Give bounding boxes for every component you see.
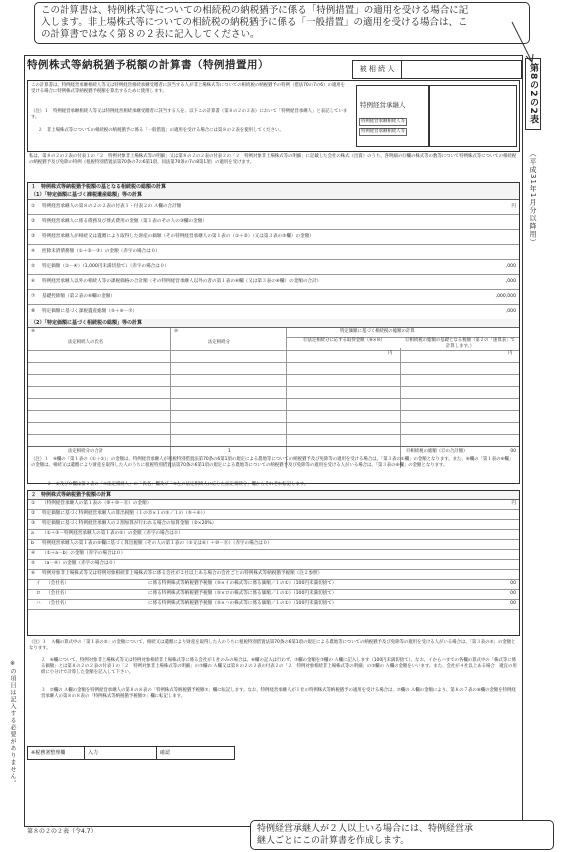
- section1b-note-1: （注）１ ⑨欄の「第１表の（①＋②）」の金額は、特例経営承継人が租税特別措置法第70条の6第1項の規定による農地等についての納税猶予及び免除等の適用を受ける場合は、「第３表の①欄」の金額となります。また、⑥欄の「第１表の⑥欄」の金額は、相続又は遺贈により財産を取得した人のうちに租税特別措置法第70条の6第1項の規定による農地等についての納税猶予及び免除等の適用を受ける人がいる場合は、「第３表の⑥欄」の金額となります。: [31, 457, 514, 468]
- section1b-title: （2）「特定価額に基づく相続税の総額」等の計算: [28, 319, 519, 328]
- top-note-line2: 入します。非上場株式等についての相続税の納税猶予に係る「一般措置」の適用を受ける場合は、こ: [41, 17, 468, 28]
- col9-marker: ⑨: [31, 329, 35, 334]
- company-text: に係る特例株式等納税猶予税額（⑤×ロの株式等に係る価額／１の①）（100円未満切捨て）: [148, 591, 337, 596]
- row-text: （a－④）の金額（赤字の場合は０）: [42, 561, 118, 566]
- section1a-row: [28, 229, 519, 245]
- intro-note-1: （注）１ 特例経営承継相続人等又は特例経営相続承継受贈者に該当する人を、以下この計算書（第８の２の２表）において「特例経営承継人」と表記しています。: [31, 109, 348, 120]
- decedent-box: [352, 60, 522, 79]
- share-total-value: 1: [228, 449, 231, 454]
- final-row-value[interactable]: [510, 609, 516, 610]
- row-text: 特例経営承継人の第８の２の２表の付表１・付表２の Ａ欄の合計額: [42, 204, 182, 209]
- tax-total-label: ⑬相続税の総額（⑫の合計額）: [406, 449, 468, 454]
- heir-rows: [28, 350, 519, 446]
- row-value[interactable]: ,000: [505, 279, 516, 284]
- decedent-name-field[interactable]: [402, 61, 521, 78]
- input-label: 入力: [84, 747, 98, 759]
- bottom-instruction-note: [250, 820, 554, 850]
- row-text: 特定価額に基づく特例経営承継人の２割加算が行われる場合の加算金額（②×20%）: [42, 521, 217, 526]
- section1a-row: [28, 244, 519, 260]
- heir-sub-label-2: 特例経営承継相続人等: [361, 129, 405, 134]
- top-note-line1: この計算書は、特例株式等についての相続税の納税猶予に係る「特例措置」の適用を受ける場合に記: [41, 5, 469, 16]
- section1a-row: [28, 304, 519, 320]
- heir-box: [356, 85, 430, 147]
- row-text: 特定価額に基づく特例経営承継人の算出税額（１の⑬×１の⑤／１の（⑤＋⑥））: [42, 511, 208, 516]
- row-num: ①: [31, 501, 36, 506]
- row-text: 特例経営承継人に係る債務及び葬式費用の金額（第１表のその人の③欄の金額）: [42, 219, 207, 224]
- row-num: b: [31, 541, 34, 546]
- heir-label: 特例経営承継人: [360, 101, 406, 109]
- share-total-label: 法定相続分の合計: [68, 449, 104, 454]
- form-title: 特例株式等納税猶予税額の計算書（特例措置用）: [27, 59, 269, 71]
- final-tax-row: [28, 609, 519, 610]
- section2-note-2: ２ ⑥欄について、特例対象非上場株式等又は特例対象相続非上場株式等に係る会社が１社のみの場合は、⑥欄の記入は行わず、⑦欄の金額を⑦欄の Ａ欄に記入します（100円未満切捨て）。なお、イからハまでの各欄の算式中の「株式等に係る価額」とは第８の２の２表の付表１の「２ 特例対象非上場株式等の明細」の⑦欄の Ａ欄又は第８の２の２表の付表２の「２ 特例対象相続非上場株式等の明細」の⑦欄の Ａ欄の金額をいいます。また、会社が４社以上ある場合 適宜の用紙に小分けで計算した金額を記入して下さい。: [41, 658, 517, 675]
- row-text: 特例経営承継人が相続又は遺贈により取得した財産の価額（その特例経営承継人の第１表の（①＋②）（又は第３表の⑤欄）の金額）: [42, 234, 314, 239]
- row-value[interactable]: 円: [511, 501, 516, 506]
- section2-companies: [28, 579, 519, 609]
- col-heir-name-header: 法定相続人の氏名: [68, 340, 104, 345]
- section2-title: ２ 特例株式等納税猶予税額の計算: [28, 491, 519, 500]
- company-text: に係る特例株式等納税猶予税額（⑤×イの株式等に係る価額／１の①）（100円未満切捨て）: [148, 581, 337, 586]
- row-value[interactable]: ,000: [505, 264, 516, 269]
- side-form-period: （平成31年1月分以降用）: [529, 150, 537, 247]
- unit-b: 円: [508, 351, 513, 356]
- row-text: 特例経営承継人の第１表の⑤欄に基づく算出税額（その人の第１表の（⑤又は⑥）＋⑩－⑪）（赤字の場合は０）: [42, 541, 273, 546]
- section1a-row: [28, 199, 519, 215]
- section1a-rows: [28, 199, 519, 319]
- row-num: ②: [31, 219, 36, 224]
- row-text: 控除未済債務額（①＋②－③）の金額（赤字の場合は０）: [42, 249, 161, 254]
- intro-paragraph: この計算書は、特例経営承継相続人等又は特例経営相続承継受贈者に該当する人が非上場株式等についての相続税の納税猶予の特例（措法70の7の6）の適用を受ける場合に特例株式等納税猶予税額を算出するために使用します。: [31, 83, 346, 94]
- section1a-row: [28, 289, 519, 305]
- final-row-note: [328, 609, 356, 610]
- col-tax-group-header: 特定価額に基づく相続税の総額の計算: [340, 329, 415, 334]
- col-tax-a-header: ⑪法定相続分に応ずる取得金額（⑧×⑩）: [303, 338, 385, 343]
- statement-text: 私は、第８の２の２表の付表１の「２ 特例対象非上場株式等の明細」又は第８の２の２表の付表２の「２ 特例対象非上場株式等の明細」に記載した会社の株式（出資）のうち、各明細の⑪欄の株式等の数等について特例株式等についての相続税の納税猶予及び免除の特例（租税特別措置法第70条の7の6第1項、同法第70条の7の8第1項）の適用を受けます。: [29, 154, 517, 165]
- row-num: ①: [31, 204, 36, 209]
- row-value[interactable]: ,000: [505, 309, 516, 314]
- company-text: に係る特例株式等納税猶予税額（⑤×ハの株式等に係る価額／１の①）（100円未満切捨て）: [148, 601, 337, 606]
- row-num: ④: [31, 551, 36, 556]
- unit-a: 円: [388, 351, 393, 356]
- side-form-number: 第8の2の2表: [525, 58, 541, 130]
- tax-total-value: 00: [510, 449, 516, 454]
- row-text: （特例経営承継人の第１表の（⑨＋⑩－⑪）の金額）: [42, 501, 152, 506]
- final-row-num: [31, 609, 35, 610]
- col-tax-b-header: ⑫相続税の総額の基礎となる税額（第２の「速算表」で計算します。）: [405, 338, 515, 349]
- company-name[interactable]: （会社名）: [46, 601, 69, 606]
- intro-note-2: ２ 非上場株式等についての相続税の納税猶予に係る「一般措置」の適用を受ける場合には第８の２表を使用してください。: [38, 128, 284, 133]
- row-text: 基礎控除額（第２表の⑥欄の金額）: [42, 294, 116, 299]
- company-name[interactable]: （会社名）: [46, 581, 69, 586]
- row-num: ⑦: [31, 294, 36, 299]
- row-num: ⑥: [31, 571, 36, 576]
- section2-rows: [28, 499, 519, 579]
- footer-form-code: 第８の２の２表（令4.7）: [27, 828, 97, 835]
- section1b-note-2: ２ ⑨及び⑩欄は第２表の「④法定相続人」の「氏名」欄及び「⑤左の法定相続人に応じた法定相続分」欄からそれぞれ転記します。: [47, 482, 309, 487]
- row-num: ③: [31, 234, 36, 239]
- section1a-title: （1）「特定価額に基づく課税遺産総額」等の計算: [28, 191, 519, 200]
- company-value[interactable]: 00: [510, 601, 516, 606]
- section1: [27, 182, 520, 484]
- top-instruction-note: [34, 2, 530, 44]
- section1a-row: [28, 259, 519, 275]
- tax-office-box: [27, 746, 235, 760]
- company-value[interactable]: 00: [510, 591, 516, 596]
- company-mark: イ: [36, 581, 41, 586]
- final-row-text: [42, 609, 216, 610]
- row-text: 特例対象非上場株式等又は特例対象相続非上場株式等に係る会社が２社以上ある場合の会社ごとの特例株式等納税猶予税額（注２参照）: [42, 571, 323, 576]
- company-mark: ハ: [36, 601, 41, 606]
- bottom-note-line1: 特例経営承継人が２人以上いる場合には、特例経営承: [257, 824, 474, 834]
- row-num: ⑤: [31, 264, 36, 269]
- section2-note-3: ３ ⑦欄の Ａ欄の金額を特例経営承継人の第８の８表の「特例株式等納税猶予税額⑦」欄に転記します。なお、特例経営承継人が１社の特例株式等納税猶予の適用を受ける場合は、⑦欄の Ａ欄の金額により、第８の７表の⑧欄の金額を特例経営承継人の第８の８表の「特例株式等納税猶予税額⑦」欄に転記します。: [41, 688, 516, 699]
- left-margin-note: ※の項目は記入する必要がありません。: [9, 660, 16, 787]
- row-text: 特定価額に基づく課税遺産総額（⑤＋⑥－⑦）: [42, 309, 138, 314]
- row-value[interactable]: ,000,000: [495, 294, 516, 299]
- section2-note-1: （注）１ Ａ欄の算式中の「第１表の⑤」の金額について、相続又は遺贈により財産を取得した人のうちに租税特別措置法第70条の6第1項の規定による農地等についての納税猶予及び免除等の適用を受ける人がいる場合は、「第３表の⑤」の金額となります。: [29, 640, 516, 651]
- row-num: ⑥: [31, 279, 36, 284]
- row-value[interactable]: 円: [511, 204, 516, 209]
- final-row-box-a: [436, 609, 443, 610]
- col10-marker: ⑩: [174, 329, 178, 334]
- company-value[interactable]: 00: [510, 581, 516, 586]
- row-num: ⑤: [31, 561, 36, 566]
- heir-name-field[interactable]: [428, 85, 517, 147]
- row-text: （①＋a－b）の金額（赤字の場合は０）: [42, 551, 126, 556]
- section1a-row: [28, 214, 519, 230]
- heir-sub-label-1: 特例経営承継相続人等: [361, 119, 405, 124]
- section1-title: １ 特例株式等納税猶予税額の基となる相続税の総額の計算: [28, 183, 519, 192]
- heirs-tax-table: [28, 327, 519, 468]
- check-label: 確認: [156, 747, 170, 759]
- intro-block: [27, 80, 520, 152]
- row-text: 特例経営承継人以外の相続人等の課税価格の合計額（その特例経営承継人以外の者の第１表の⑥欄（又は第３表の⑥欄）の金額の合計）: [42, 279, 322, 284]
- section1a-row: [28, 274, 519, 290]
- row-num: a: [31, 531, 34, 536]
- tax-office-label: ※税務署整理欄: [31, 750, 66, 756]
- col-share-header: 法定相続分: [208, 340, 230, 345]
- company-name[interactable]: （会社名）: [46, 591, 69, 596]
- decedent-label: 被 相 続 人: [353, 61, 402, 78]
- company-mark: ロ: [36, 591, 41, 596]
- row-num: ④: [31, 249, 36, 254]
- row-num: ⑧: [31, 309, 36, 314]
- row-num: ③: [31, 521, 36, 526]
- row-num: ②: [31, 511, 36, 516]
- row-text: （①＋③－特例経営承継人の第１表の⑤）の金額（赤字の場合は０）: [42, 531, 183, 536]
- section2: [27, 490, 520, 636]
- bottom-note-line2: 継人ごとにこの計算書を作成します。: [257, 836, 410, 846]
- top-note-line3: の計算書ではなく第８の２表に記入してください。: [41, 29, 260, 40]
- row-text: 特定価額（①－④）（1,000円未満切捨て）（赤字の場合は０）: [42, 264, 170, 269]
